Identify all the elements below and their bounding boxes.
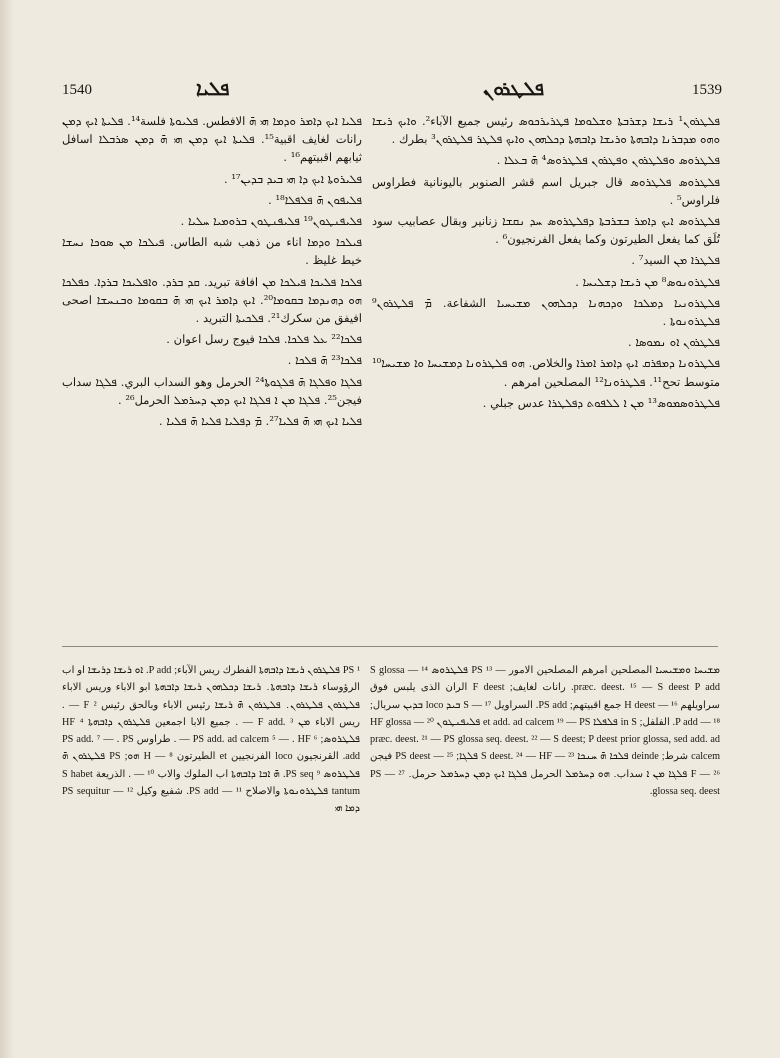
page-number-left: 1540 [62,82,92,98]
footnote-separator [62,646,718,647]
entry: ܦܠܛܪܘܢ¹ ܪܝܫܐ ܕܫܪܒܬܐ ܘܫܠܘܡܐ ܦܛܪܝܪܟܘܣ رئيس جميع الآباء². ܘܐܝܟ ܪܝܫܐ ܘܗܘ ܡܕܒܪܢܐ ܕܐܒܗܬܐ ܘܪܝܫܐ ܕܐܒܗܬܐ ܕܟܠܗܘܢ ܘܐܝܟ ܦܠܛܪ ܦܠܛܪܘܢ³ بطرك ․ [372,114,720,147]
entry: ܦܠܝܐ ܐܝܟ ܗܝ ܗ̄ ܦܠܝܐ²⁷․ ܡ̄ ܕܦܠܝܐ ܦܠܝܐ ܗ̄ ܦܠܝܐ ․ [158,414,362,429]
entry: ܦܠܛܪܘܣ ܐܝܟ ܕܐܡܪ ܒܫܪܒܬܐ ܕܦܠܛܪܘܣ ܚܕ ܢܩܫܐ زنانير وبقال عصابيب سود تُلَق كما يفعل الطيرتون وكما يفعل الفرنجيون⁶ ․ [372,214,720,247]
running-head-left: ܦܠܝܐ [196,78,230,100]
entry: ܦܠܛܪܘܢܘܣ⁸ ܡܢ ܪܝܫܐ ܕܫܠܝܚܐ ․ [575,274,720,289]
entry: ܦܠܟܐ²² ܥܠ ܦܠܟܐ․ ܦܠܟܐ فيوج رسل اعوان ․ [166,332,362,347]
running-head-right: ܦܠܛܪܘܢ [483,78,544,100]
entry: ܦܠܛܪܘܢܝܐ ܕܡܠܟܐ ܘܕܟܗܢܐ ܕܟܠܗܘܢ ܡܫܝܚܝܐ الشفاعة․ ܡ̄ ܦܠܛܪܘܢ⁹ ܦܠܛܪܘܢܘܬܐ ․ [372,295,720,329]
entry: ܦܠܛܪܘܣ ܦܠܛܪܘܣ قال جبريل اسم قشر الصنوبر باليونانية فطراوس فلراوس⁵ ․ [372,174,720,207]
entry: ܦܝܠܟܐ ܘܕܡܐ اناء من ذهب شبه الطاس․ ܦܝܠܟܐ ܡܢ ܣܘܟܐ ܢܚܫܐ خيط غليظ ․ [62,235,362,268]
entry: ܦܠܝܦܢܛܘܢ¹⁹ ܦܠܝܦܢܛܘܢ ܒܪܘܡܝܐ ܚܠܝܐ ․ [180,214,362,229]
entry: ܦܠܛܪܘܣ ܘܦܠܛܪܘܢ ܘܦܛܪܘܢ ܦܠܛܪܘܣ⁴ ܗ̄ ܒܥܠܐ ․ [496,153,720,168]
entry: ܦܠܟܐ²³ ܗ̄ ܦܠܟܐ ․ [287,353,362,368]
page-fold-shadow [0,0,14,1058]
entry: ܦܠܛܪܘܢ ܐܘ ܢܡܘܣܐ ․ [627,335,720,350]
entry: ܦܠܝܐ ܐܝܟ ܕܐܡܪ ܘܕܡܐ ܗܝ ܗ̄ الافطس․ ܦܠܝܘܬܐ فلسة¹⁴․ ܦܠܝܬܐ ܐܝܟ ܕܡܢ رانات لغايف اقبية¹⁵․ ܦܠܝܬܐ ܐܝܟ ܕܡܢ ܗܝ ܗ̄ ܕܡܢ ܣܪܒܠܐ اسافل ثيابهم اقبيتهم¹⁶ ․ [62,114,362,165]
footnote-block: ܡܫܝܚܐ ܘܡܫܝܚܝܐ المصلحين امرهم المصلحين الامور — ¹³ PS ܦܠܛܪܘܣ ¹⁴ — S glossa præc. deest. ¹⁵ — S deest P add. رانات لغايف; F deest الران الذى يلبس فوق سراويلهم ¹⁶ — H deest جمع اقبيتهم; PS add. السراويل ¹⁷ — S ܒܝܕ loco ܒܕܝܢ سربال; ¹⁸ — P add. الفلفل; in S ܦܠܦܠܐ et add. ad calcem ¹⁹ — PS ܦܠܝܦܢܛܘܢ ²⁰ — HF glossa præc. deest. ²¹ — PS glossa seq. deest. ²² — S deest; P deest prior glossa, sed add. ad calcem شرط; deinde ܦܠܟܐ ܗ̄ ܚܢܟܐ ²³ — S deest. ²⁴ — HF ܦܠܓܐ; ²⁵ — PS deest فيجن ²⁶ — F ܦܠܓܐ ܡܢ ܐ سداب․ ܗܘ ܕܚܪܡܠ الحرمل ܦܠܓܐ ܐܝܟ ܕܡܢ ܕܚܪܡܠ حرمل․ ²⁷ — PS glossa seq. deest. [370,665,720,798]
page-number-right: 1539 [692,82,722,98]
entry: ܦܠܟܐ ܦܠܝܟܐ ܦܝܠܟܐ ܡܢ افافة تبريد․ ܩܕ ܒܪܕ․ ܘܐܦܠܝܟܐ ܒܪܕܐ․ ܟܦܠܟܐ ܗܘ ܕܗܢܕܡܐ ܒܩܘܡܐ²⁰․ ܐܝܟ ܕܐܡܪ ܐܝܟ ܗܝ ܗ̄ ܒܩܘܡܐ ܘܒܢܚܫܐ اصحى افيفق من سكرك²¹․ ܦܠܟܝܬܐ التبريد ․ [62,274,362,326]
footnotes-right [370,662,720,972]
entry: ܦܠܝܪܘܬܐ ܐܝܟ ܕܐ ܗܝ ܒܝܕ ܒܕܝܢ¹⁷ ․ [223,171,362,186]
footnotes-left [62,662,360,972]
entry: ܦܠܛܪܐ ܡܢ السيد⁷ ․ [631,253,720,268]
entry: ܦܠܝܦܘܢ ܗ̄ ܦܠܦܠܐ¹⁸ ․ [267,192,362,207]
entry: ܦܠܛܪܘܢܐ ܕܡܦܪܩ ܐܝܟ ܕܐܡܪ ܐܡܪܐ والخلاص․ ܗܘ ܦܠܛܪܘܢܐ ܕܡܫܝܚܐ ܘܐ ܡܫܝܚܐ¹⁰ متوسط تحح¹¹․ ܦܠܛܪܘܢܐ¹² المصلحين امرهم ․ [372,356,720,389]
main-column-right [372,112,720,638]
entry: ܦܠܛܪܘܣܡܘܣ¹³ ܡܢ ܐ ܠܠܦܘܬ ܕܦܠܛܪܐ عدس جبلي ․ [482,395,720,410]
main-column-left [62,112,362,638]
footnote-block: ¹ PS ܦܠܛܪܘܢ ܪܝܫܐ ܕܐܒܗܬܐ الفطرك ريس الآباء; P add. ܐܘ ܪܝܫܐ ܕܪܝܫܐ او اب الرؤوساء ܪܝܫܐ ܕܐܒܗܬܐ․ ܪܝܫܐ ܕܟܠܗܘܢ ܪܝܫܐ ܕܐܒܗܬܐ ابو الاباء وريس الاباء ܦܠܛܪܘܢ ܦܠܛܪܘܢ․ ܦܠܛܪܘܢ ܗ̄ ܪܝܫܐ رئيس الاباء وبالحق رئيس F ² — . ريس الاباء ܡܢ F add. ³ — . جميع الابا اجمعين ܦܠܛܪܘܢ ܕܐܒܗܬܐ ⁴ HF ܦܠܛܪܘܣ; PS add. ad calcem ⁵ — . HF ⁶ — . طراوس PS add. ⁷ — . PS add. القرنجيون loco الفرنجيين et الطيرتون ⁸ — H ܗܘ; PS ܦܠܛܪܘܢ ܗ̄ ܦܠܛܪܘܣ ⁹ PS seq. ܗ̄ ܐܒܐ ܕܐܒܗܬܐ اب الملوك والاب ¹⁰ — . الذريعة S habet tantum ܦܠܛܪܘܢܘܬܐ والاصلاح ¹¹ — PS add. شفيع وكيل ¹² — PS sequitur ܕܡܐ ܗܝ [62,665,360,815]
entry: ܦܠܓܐ ܘܦܠܓܐ ܗ̄ ܦܠܓܘܬܐ²⁴ الحرمل وهو السداب البري․ ܦܠܓܐ سداب فيجن²⁵․ ܦܠܓܐ ܡܢ ܐ ܦܠܓܐ ܐܝܟ ܕܡܢ ܕܚܪܡܠ الحرمل²⁶ ․ [62,374,362,407]
